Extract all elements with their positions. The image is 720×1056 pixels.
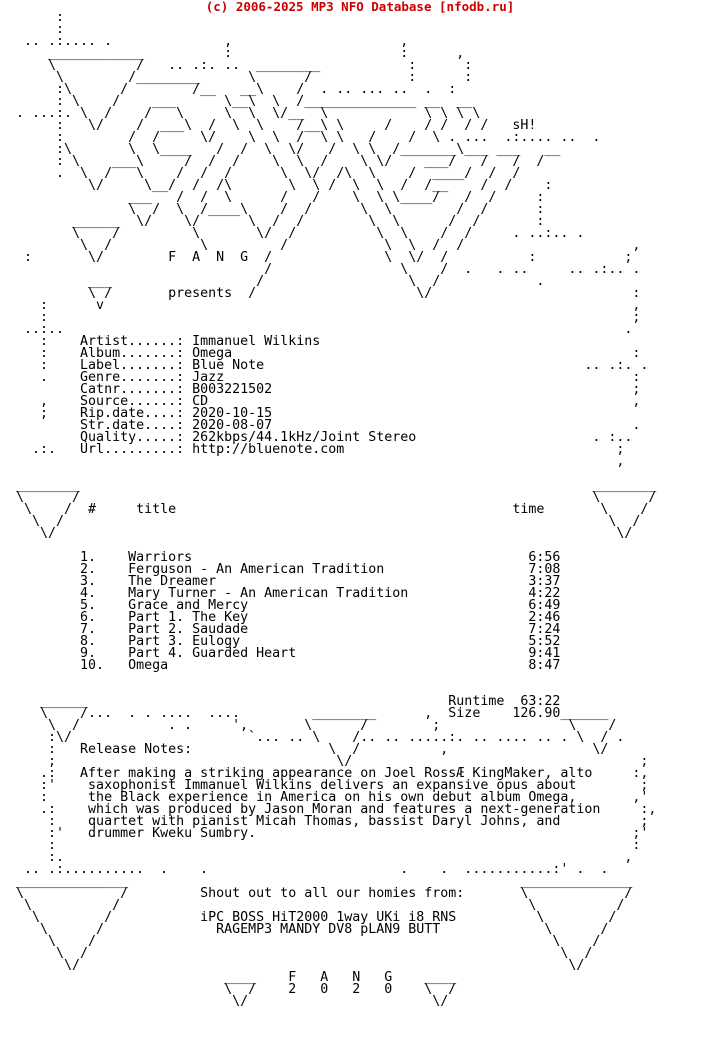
nfo-line: 1. Warriors 6:56 [8,550,561,565]
site-copyright-header: (c) 2006-2025 MP3 NFO Database [nfodb.ru] [205,0,515,14]
nfo-line: \ / \ / [8,514,641,529]
nfo-line: : \ ___\ / / / \ \ / \ \/ ___/ / / / [8,154,545,169]
nfo-line: : v , [8,298,641,313]
nfo-line: : the Black experience in America on his own debut album Omega, ,' [8,790,649,805]
nfo-line: \/ \__/ / /\ \ \ / \ \ / /__ / / : [8,178,553,193]
nfo-line: \ /... . . .... .... ________ , Size 126.90______ [8,706,609,721]
nfo-line: .: After making a striking appearance on Joel RossÆ KingMaker, alto :, [8,766,649,781]
nfo-line: 6. Part 1. The Key 2:46 [8,610,561,625]
nfo-line: ___ / \ / . [8,274,545,289]
nfo-line: : \/ / ___\ / \ \ /__\ \ / / / / / sH! [8,118,537,133]
nfo-line: \ / iPC BOSS HiT2000 1way UKi i8 RNS \ / [8,910,617,925]
nfo-line: :\/ `... .. \ /.. .. .....:. .. .... .. . \ / . [8,730,625,745]
nfo-line: \ / RAGEMP3 MANDY DV8 pLAN9 BUTT \ / [8,922,609,937]
nfo-line: \/ \/ [8,526,633,541]
nfo-line: \ / \ / [8,934,601,949]
nfo-line: :' saxophonist Immanuel Wilkins delivers an expansive opus about ; [8,778,649,793]
nfo-line: : [8,10,65,25]
nfo-line: 3. The Dreamer 3:37 [8,574,561,589]
nfo-line: :\ \ \____ / / \ \/ / \ \ /_______\___ ___ __ [8,142,561,157]
nfo-ascii-art-document [8,12,656,1008]
nfo-line: \ / presents / \/ : [8,286,641,301]
nfo-line: \ / \ / \ \ / / , [8,238,641,253]
nfo-line: ______ \/ \/ \ / / \ \ / / : [8,214,545,229]
nfo-line: \ / \ \/ / \ \ / / . ..:.. . [8,226,585,241]
nfo-line: ______________ ______________ [8,874,633,889]
nfo-line: .. .:.......... . . . . ...........:' . . [8,862,609,877]
nfo-line: \ / \ /____\ / / \ \ / / : [8,202,545,217]
nfo-line: ____________ : : , [8,46,465,61]
nfo-line: ; Rip.date....: 2020-10-15 [8,406,273,421]
nfo-line: 4. Mary Turner - An American Tradition 4:22 [8,586,561,601]
nfo-line: \ / . . ', \ / ; \ / [8,718,617,733]
nfo-line: ____ F A N G ____ [8,970,457,985]
nfo-line: 8. Part 3. Eulogy 5:52 [8,634,561,649]
nfo-line: .: which was produced by Jason Moran and features a next-generation :, [8,802,657,817]
nfo-line: : Artist......: Immanuel Wilkins [8,334,321,349]
nfo-line: \ / \ / [8,898,625,913]
nfo-line: Quality.....: 262kbps/44.1kHz/Joint Stereo . :.. [8,430,633,445]
nfo-line: Str.date....: 2020-08-07 . [8,418,641,433]
nfo-line: : \ / ___ \__\ \ /______________ __ __ [8,94,473,109]
nfo-line: \ / # title time \ / [8,502,649,517]
nfo-line: .. .:.... . , , [8,34,409,49]
nfo-line: 10. Omega 8:47 [8,658,561,673]
nfo-line: / \ / . . .. .. .:.. . [8,262,641,277]
nfo-line: , Source......: CD , [8,394,641,409]
nfo-line: 9. Part 4. Guarded Heart 9:41 [8,646,561,661]
nfo-line: :. , [8,850,633,865]
nfo-line: \ / \ / [8,946,593,961]
nfo-line: \ / \ / [8,490,657,505]
nfo-line: \ / 2 0 2 0 \ / [8,982,457,997]
nfo-line: \ / Shout out to all our homies from: \ / [8,886,633,901]
nfo-line: ________ ________ [8,478,657,493]
nfo-line: ; \/ ; [8,754,649,769]
nfo-line: Catnr.......: B003221502 ; [8,382,641,397]
nfo-line: : / / \/ \ \ / \ \ / / \ . ... .:.... .. . [8,130,601,145]
nfo-line: \ / .. .:. .. ________ : : [8,58,473,73]
nfo-line: ______ Runtime 63:22 [8,694,561,709]
nfo-line: : ; [8,310,641,325]
nfo-line: .:. Url.........: http://bluenote.com ; [8,442,625,457]
nfo-line: : Release Notes: \ / , \/ [8,742,609,757]
nfo-line: : Album.......: Omega : [8,346,641,361]
nfo-line: : quartet with pianist Micah Thomas, bassist Daryl Johns, and ; [8,814,649,829]
nfo-line: : Label.......: Blue Note .. .:. . [8,358,649,373]
nfo-line: ..:.. . [8,322,633,337]
nfo-line: \/ \/ [8,994,449,1009]
nfo-line: ___ / / \ / / \ \ \____/ / / : [8,190,545,205]
nfo-line: . Genre.......: Jazz : [8,370,641,385]
nfo-line: :' drummer Kweku Sumbry. ;' [8,826,649,841]
nfo-line: \/ \/ [8,958,585,973]
nfo-line: : : [8,838,641,853]
nfo-line: . ...:. \ / / \ \ \ \/__ \ \ \ \ \ [8,106,481,121]
nfo-line: 7. Part 2. Saudade 7:24 [8,622,561,637]
nfo-line: : \/ F A N G / \ \/ / : ; [8,250,633,265]
nfo-line: , [8,454,625,469]
nfo-line: 5. Grace and Mercy 6:49 [8,598,561,613]
nfo-line: \ /________ \ / : : [8,70,473,85]
nfo-line: : [8,22,65,37]
nfo-line: . \ / \ / / / \ \/ /\ \ / ____/ / / [8,166,521,181]
nfo-line: :\ / /__ __\ / . .. ... .. . : [8,82,457,97]
nfo-line: 2. Ferguson - An American Tradition 7:08 [8,562,561,577]
